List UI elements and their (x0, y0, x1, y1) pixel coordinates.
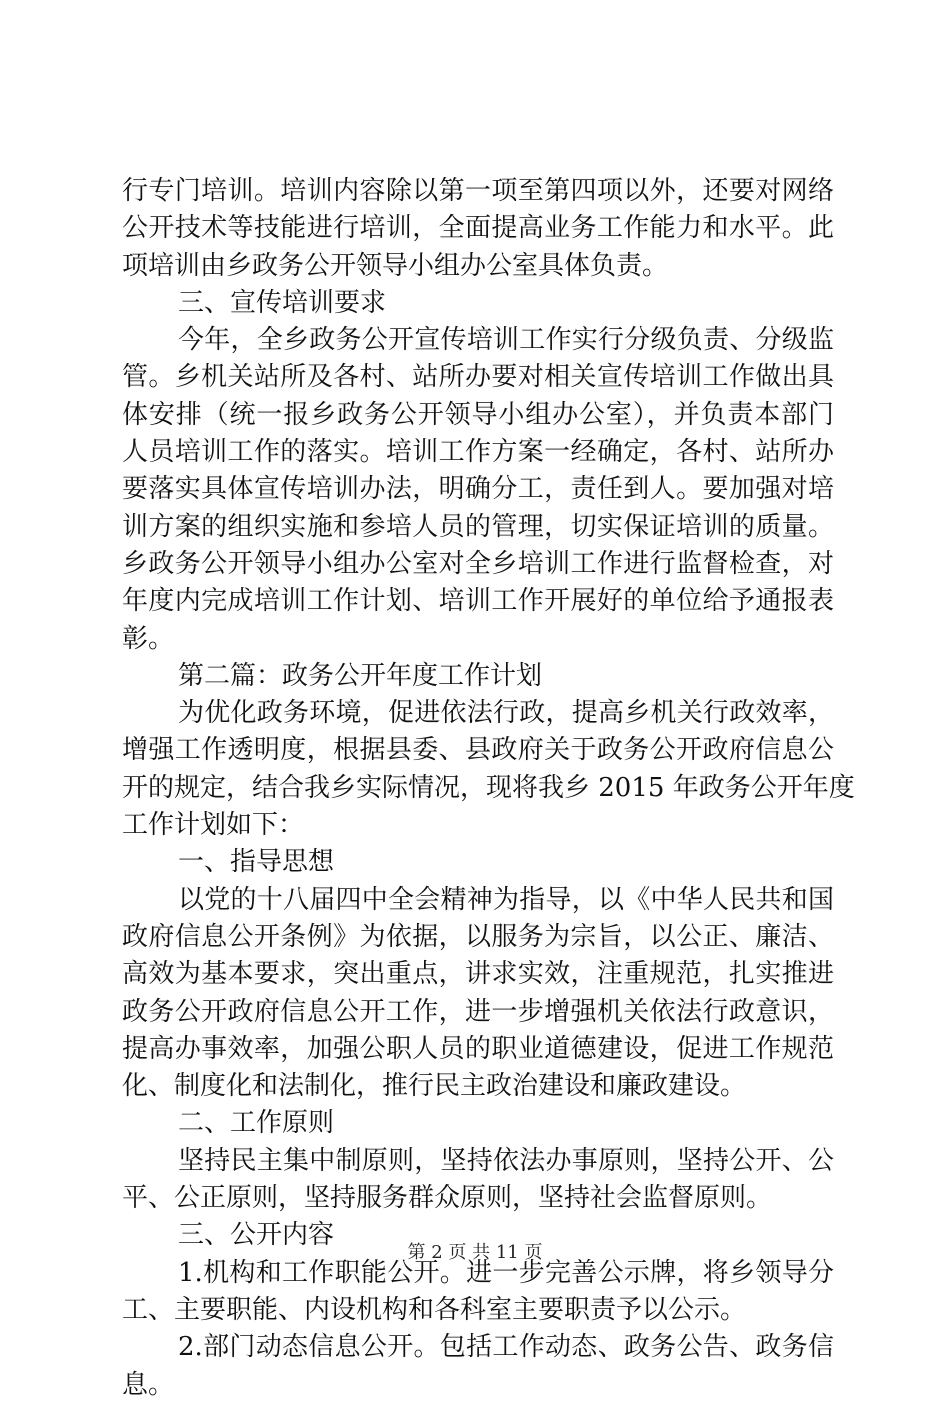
text-line: 政务公开政府信息公开工作，进一步增强机关依法行政意识， (122, 996, 834, 1027)
text-line: 增强工作透明度，根据县委、县政府关于政务公开政府信息公 (122, 735, 834, 766)
text-line: 化、制度化和法制化，推行民主政治建设和廉政建设。 (122, 1071, 747, 1102)
text-line: 提高办事效率，加强公职人员的职业道德建设，促进工作规范 (122, 1033, 834, 1064)
text-line: 三、公开内容 (178, 1220, 335, 1251)
text-line: 公开技术等技能进行培训，全面提高业务工作能力和水平。此 (122, 213, 834, 244)
text-line: 年度内完成培训工作计划、培训工作开展好的单位给予通报表 (122, 586, 834, 617)
text-line: 第二篇：政务公开年度工作计划 (178, 660, 543, 691)
text-line: 高效为基本要求，突出重点，讲求实效，注重规范，扎实推进 (122, 959, 834, 990)
text-line: 二、工作原则 (178, 1108, 335, 1139)
text-line: 政府信息公开条例》为依据，以服务为宗旨，以公正、廉洁、 (122, 921, 834, 952)
text-line: 今年，全乡政务公开宣传培训工作实行分级负责、分级监 (178, 325, 834, 356)
text-line: 要落实具体宣传培训办法，明确分工，责任到人。要加强对培 (122, 474, 834, 505)
text-line: 息。 (122, 1369, 175, 1400)
text-line: 三、宣传培训要求 (178, 287, 387, 318)
text-line: 管。乡机关站所及各村、站所办要对相关宣传培训工作做出具 (122, 362, 834, 393)
text-line: 乡政务公开领导小组办公室对全乡培训工作进行监督检查，对 (122, 548, 834, 579)
text-line: 项培训由乡政务公开领导小组办公室具体负责。 (122, 250, 669, 281)
text-line: 以党的十八届四中全会精神为指导，以《中华人民共和国 (178, 884, 834, 915)
page-footer: 第 2 页 共 11 页 (407, 1242, 543, 1263)
text-line: 工作计划如下： (122, 810, 305, 841)
text-line: 为优化政务环境，促进依法行政，提高乡机关行政效率， (178, 698, 834, 729)
text-line: 工、主要职能、内设机构和各科室主要职责予以公示。 (122, 1294, 747, 1325)
text-line: 1.机构和工作职能公开。进一步完善公示牌，将乡领导分 (178, 1257, 834, 1288)
text-line: 开的规定，结合我乡实际情况，现将我乡 2015 年政务公开年度 (122, 772, 855, 803)
document-body (122, 173, 855, 1404)
text-line: 行专门培训。培训内容除以第一项至第四项以外，还要对网络 (122, 176, 834, 206)
text-line: 体安排（统一报乡政务公开领导小组办公室），并负责本部门 (122, 399, 834, 430)
text-line: 2.部门动态信息公开。包括工作动态、政务公告、政务信 (178, 1332, 834, 1363)
text-line: 训方案的组织实施和参培人员的管理，切实保证培训的质量。 (122, 511, 834, 542)
text-line: 一、指导思想 (178, 847, 335, 878)
text-line: 坚持民主集中制原则，坚持依法办事原则，坚持公开、公 (178, 1145, 834, 1176)
text-line: 人员培训工作的落实。培训工作方案一经确定，各村、站所办 (122, 437, 834, 468)
text-line: 彰。 (122, 623, 175, 654)
text-line: 平、公正原则，坚持服务群众原则，坚持社会监督原则。 (122, 1183, 773, 1214)
